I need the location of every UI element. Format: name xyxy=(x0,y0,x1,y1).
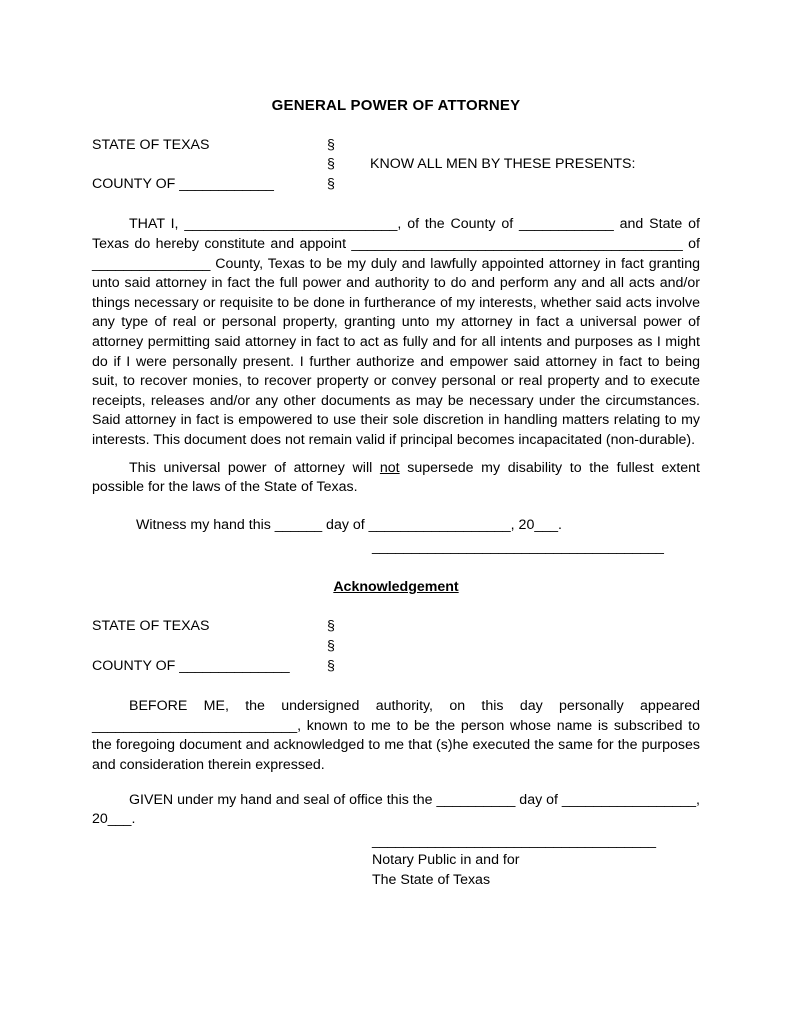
county-of-blank-label: COUNTY OF ____________ xyxy=(92,175,274,192)
section-mark: § xyxy=(327,175,335,192)
notary-title-line: Notary Public in and for xyxy=(372,852,520,869)
document-title: GENERAL POWER OF ATTORNEY xyxy=(271,97,521,114)
section-mark: § xyxy=(327,136,335,153)
section-mark: § xyxy=(327,156,335,173)
venue-row-county xyxy=(92,175,700,195)
grant-of-authority-paragraph: THAT I, ___________________________, of the County of ____________ and State of Texas do hereby constitute and appoint __________________________________________ of _______________ County, Texas to be my duly and lawfully appointed attorney in fact granting unto said attorney in fact the full power and authority to do and perform any and all acts and/or things necessary or requisite to be done in furtherance of my interests, whether said acts involve any type of real or personal property, granting unto my attorney in fact a universal power of attorney permitting said attorney in fact to act as fully and for all intents and purposes as I might do if I were personally present. I further authorize and empower said attorney in fact to being suit, to recover monies, to recover property or convey personal or real property and to execute receipts, releases and/or any other documents as may be necessary under the circumstances. Said attorney in fact is empowered to use their sole discretion in handling matters relating to my interests. This document does not remain valid if principal becomes incapacitated (non-durable). xyxy=(92,216,700,448)
non-durable-text-before: This universal power of attorney will xyxy=(129,459,380,476)
section-mark: § xyxy=(327,638,335,655)
venue-row-presents xyxy=(92,155,700,175)
notary-state-line: The State of Texas xyxy=(372,872,491,888)
not-underlined-word: not xyxy=(379,459,400,476)
venue-row-state xyxy=(92,617,700,637)
acknowledgement-heading: Acknowledgement xyxy=(333,578,459,595)
witness-date-line: Witness my hand this ______ day of __________________, 20___. xyxy=(136,516,562,533)
principal-signature-line: _____________________________________ xyxy=(372,539,664,556)
non-durable-paragraph xyxy=(92,459,700,498)
venue-row-middle xyxy=(92,637,700,657)
non-durable-text-after: supersede my disability to the fullest extent possible for the laws of the State of Texas. xyxy=(92,459,701,496)
venue-spacer xyxy=(92,155,327,175)
venue-row-county xyxy=(92,657,700,677)
section-mark: § xyxy=(327,618,335,635)
venue-block xyxy=(92,136,700,195)
know-all-men-label: KNOW ALL MEN BY THESE PRESENTS: xyxy=(370,156,636,173)
venue-spacer xyxy=(92,637,327,657)
notary-block xyxy=(92,832,700,891)
state-of-texas-label: STATE OF TEXAS xyxy=(92,136,210,153)
state-of-texas-label: STATE OF TEXAS xyxy=(92,618,210,635)
section-mark: § xyxy=(327,657,335,674)
given-under-hand-paragraph: GIVEN under my hand and seal of office this the __________ day of _________________, 20___. xyxy=(92,791,700,828)
acknowledgement-venue-block xyxy=(92,617,700,676)
county-of-blank-label: COUNTY OF ______________ xyxy=(92,657,290,674)
before-me-paragraph: BEFORE ME, the undersigned authority, on this day personally appeared __________________________, known to me to be the person whose name is subscribed to the foregoing document and acknowledged to me that (s)he executed the same for the purposes and consideration therein expressed. xyxy=(92,698,700,774)
venue-row-state xyxy=(92,136,700,156)
notary-signature-line: ____________________________________ xyxy=(372,832,657,849)
